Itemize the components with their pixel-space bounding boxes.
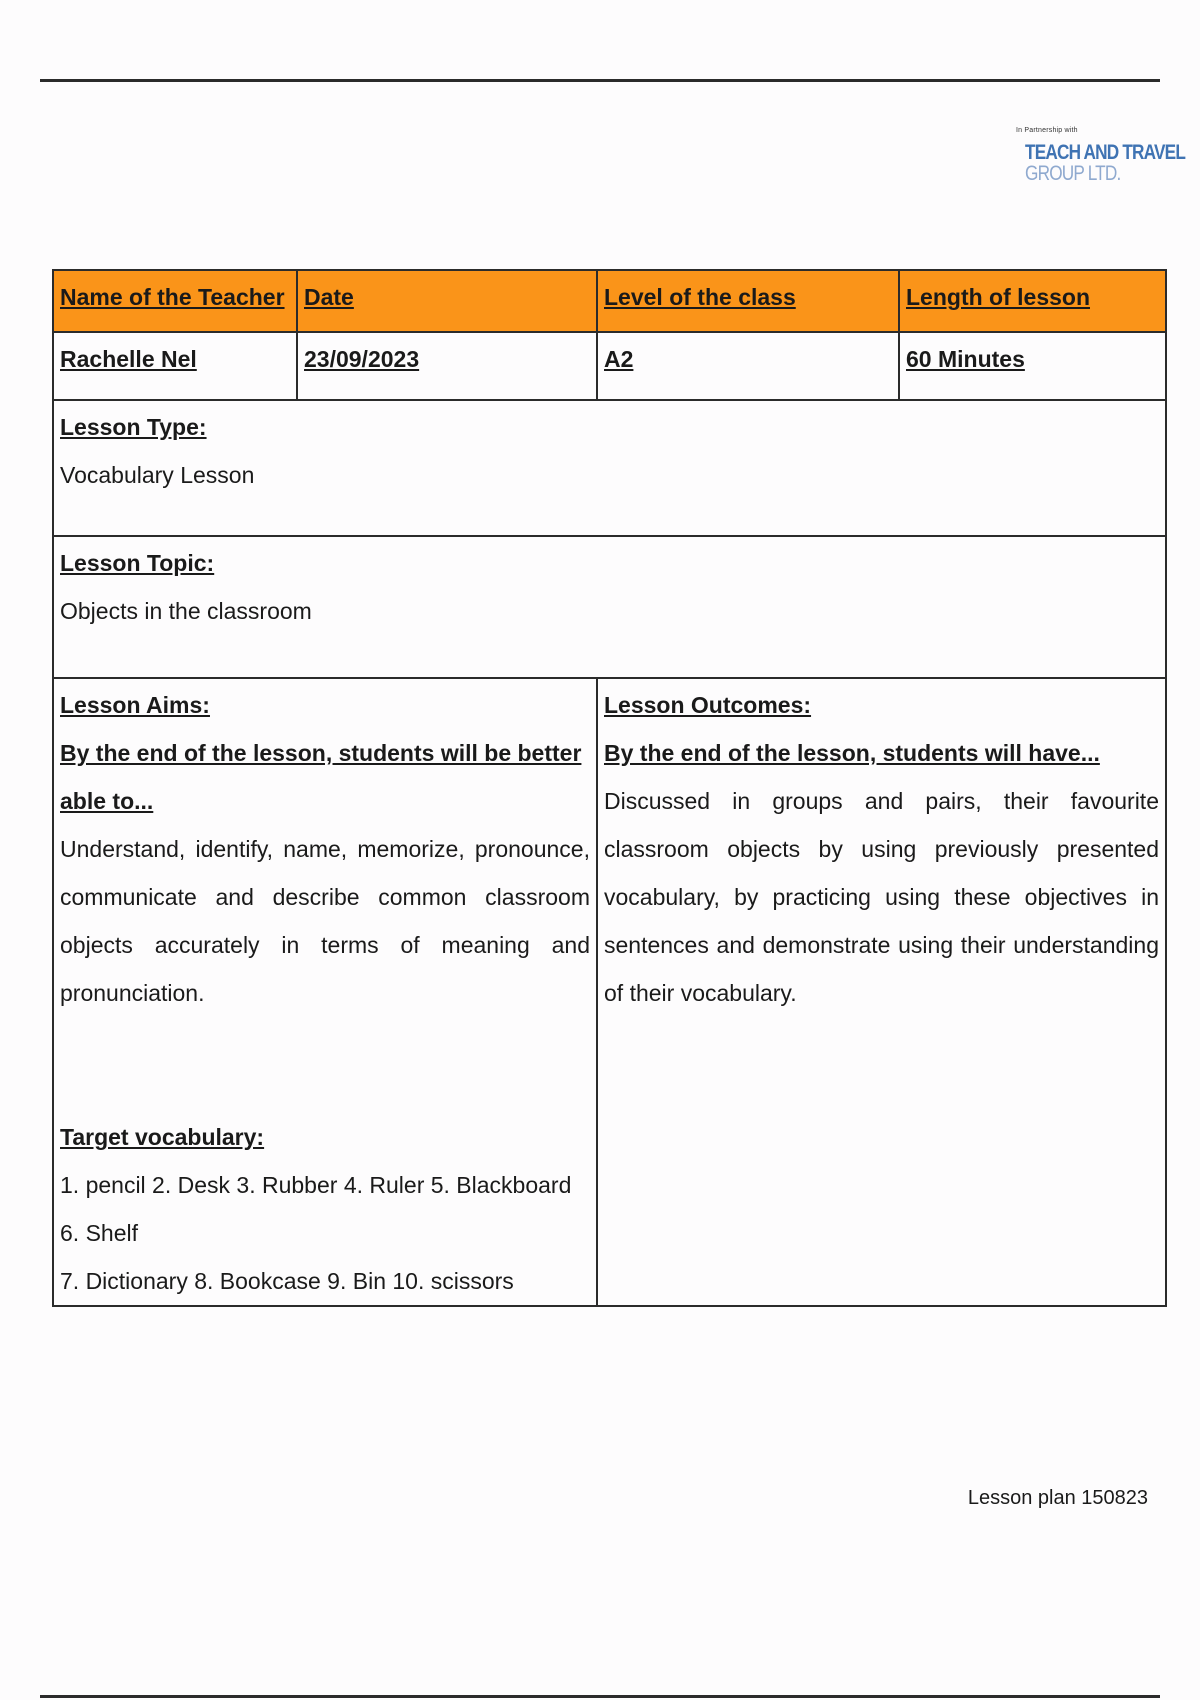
logo-line-2: GROUP LTD. (1025, 162, 1121, 185)
date-header: Date (297, 270, 597, 332)
top-rule (40, 79, 1160, 82)
lesson-plan-table (52, 269, 1167, 1307)
values-row (53, 332, 1166, 400)
lesson-type-cell (53, 400, 1166, 536)
lesson-aims-intro: By the end of the lesson, students will be better able to... (60, 740, 582, 814)
lesson-outcomes-cell (597, 678, 1166, 1306)
length-header: Length of lesson (899, 270, 1166, 332)
target-vocabulary-line-1: 1. pencil 2. Desk 3. Rubber 4. Ruler 5. Blackboard 6. Shelf (60, 1172, 572, 1246)
target-vocabulary-label: Target vocabulary: (60, 1124, 265, 1150)
lesson-topic-row (53, 536, 1166, 678)
date-value: 23/09/2023 (297, 332, 597, 400)
lesson-topic-cell (53, 536, 1166, 678)
lesson-topic-value: Objects in the classroom (60, 598, 312, 624)
lesson-outcomes-text: Discussed in groups and pairs, their favourite classroom objects by using previously presented vocabulary, by practicing using these objectives in sentences and demonstrate using their understanding of their vocabulary. (604, 788, 1159, 1006)
level-value: A2 (597, 332, 899, 400)
target-vocabulary-line-2: 7. Dictionary 8. Bookcase 9. Bin 10. scissors (60, 1268, 514, 1294)
partner-logo (1016, 127, 1186, 217)
logo-line-1: TEACH AND TRAVEL (1025, 141, 1186, 164)
lesson-aims-cell (53, 678, 597, 1306)
lesson-type-label: Lesson Type: (60, 414, 207, 440)
teacher-header: Name of the Teacher (53, 270, 297, 332)
header-row (53, 270, 1166, 332)
lesson-aims-label: Lesson Aims: (60, 692, 210, 718)
logo-partner-text: In Partnership with (1016, 127, 1078, 134)
lesson-plan-reference: Lesson plan 150823 (967, 1487, 1148, 1509)
lesson-type-value: Vocabulary Lesson (60, 462, 255, 488)
lesson-aims-text: Understand, identify, name, memorize, pronounce, communicate and describe common classroom objects accurately in terms of meaning and pronunciation. (60, 836, 590, 1006)
aims-spacer (60, 1017, 590, 1113)
length-value: 60 Minutes (899, 332, 1166, 400)
aims-outcomes-row (53, 678, 1166, 1306)
lesson-topic-label: Lesson Topic: (60, 550, 215, 576)
lesson-outcomes-intro: By the end of the lesson, students will have... (604, 740, 1100, 766)
lesson-type-row (53, 400, 1166, 536)
teacher-value: Rachelle Nel (53, 332, 297, 400)
bottom-rule (40, 1695, 1160, 1698)
lesson-outcomes-label: Lesson Outcomes: (604, 692, 812, 718)
level-header: Level of the class (597, 270, 899, 332)
